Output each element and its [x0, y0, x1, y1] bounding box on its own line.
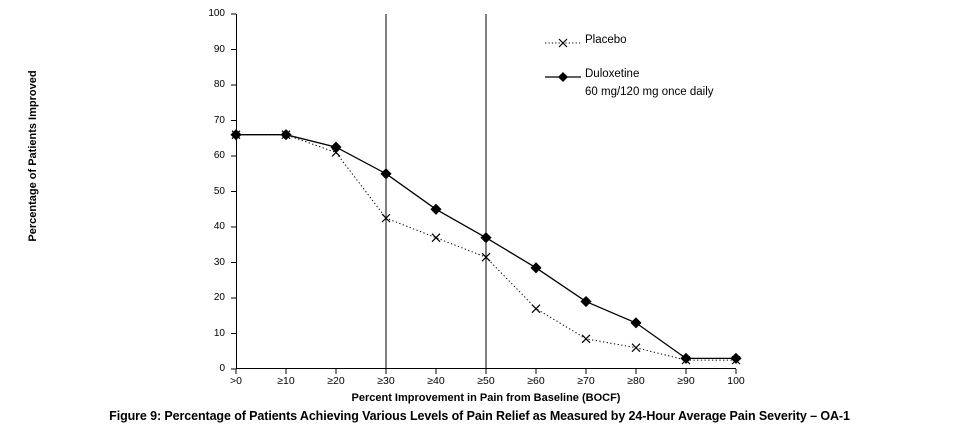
y-axis-tick-label: 70: [213, 114, 225, 126]
y-axis-tick-label: 50: [213, 185, 225, 197]
figure-caption: Figure 9: Percentage of Patients Achieving Various Levels of Pain Relief as Measured by 24-Hour Average Pain Severity – OA-1: [109, 409, 850, 423]
x-axis-tick-label: ≥50: [477, 375, 495, 387]
legend-duloxetine-label: Duloxetine: [585, 68, 640, 80]
y-axis-title: Percentage of Patients Improved: [27, 70, 39, 242]
x-axis-tick-label: 100: [727, 375, 745, 387]
y-axis-tick-label: 100: [208, 8, 225, 19]
y-axis-tick-label: 60: [213, 150, 225, 161]
y-axis-tick-label: 90: [213, 43, 225, 55]
x-axis-tick-label: ≥40: [427, 375, 445, 387]
legend-duloxetine-marker-icon: [545, 69, 581, 85]
y-axis-tick-label: 20: [213, 292, 225, 303]
y-axis-tick-label: 10: [213, 327, 225, 339]
legend-placebo-marker-icon: [545, 35, 581, 51]
legend-duloxetine-sublabel: 60 mg/120 mg once daily: [585, 86, 714, 98]
x-axis-tick-label: >0: [230, 375, 242, 387]
x-axis-tick-label: ≥80: [627, 375, 645, 387]
x-axis-tick-label: ≥30: [377, 375, 395, 387]
y-axis-tick-label: 80: [213, 79, 225, 90]
x-axis-tick-label: ≥60: [527, 375, 545, 387]
x-axis-tick-label: ≥70: [577, 375, 595, 387]
x-axis-tick-label: ≥90: [677, 375, 695, 387]
x-axis-title: Percent Improvement in Pain from Baseline (BOCF): [351, 392, 621, 404]
plot-area: [236, 14, 736, 369]
y-axis-tick-label: 40: [213, 221, 225, 232]
y-axis-tick-label: 0: [219, 363, 225, 374]
x-axis-tick-label: ≥20: [327, 375, 345, 387]
x-axis-tick-label: ≥10: [277, 375, 295, 387]
y-axis-tick-label: 30: [213, 256, 225, 268]
legend-placebo-label: Placebo: [585, 34, 627, 46]
